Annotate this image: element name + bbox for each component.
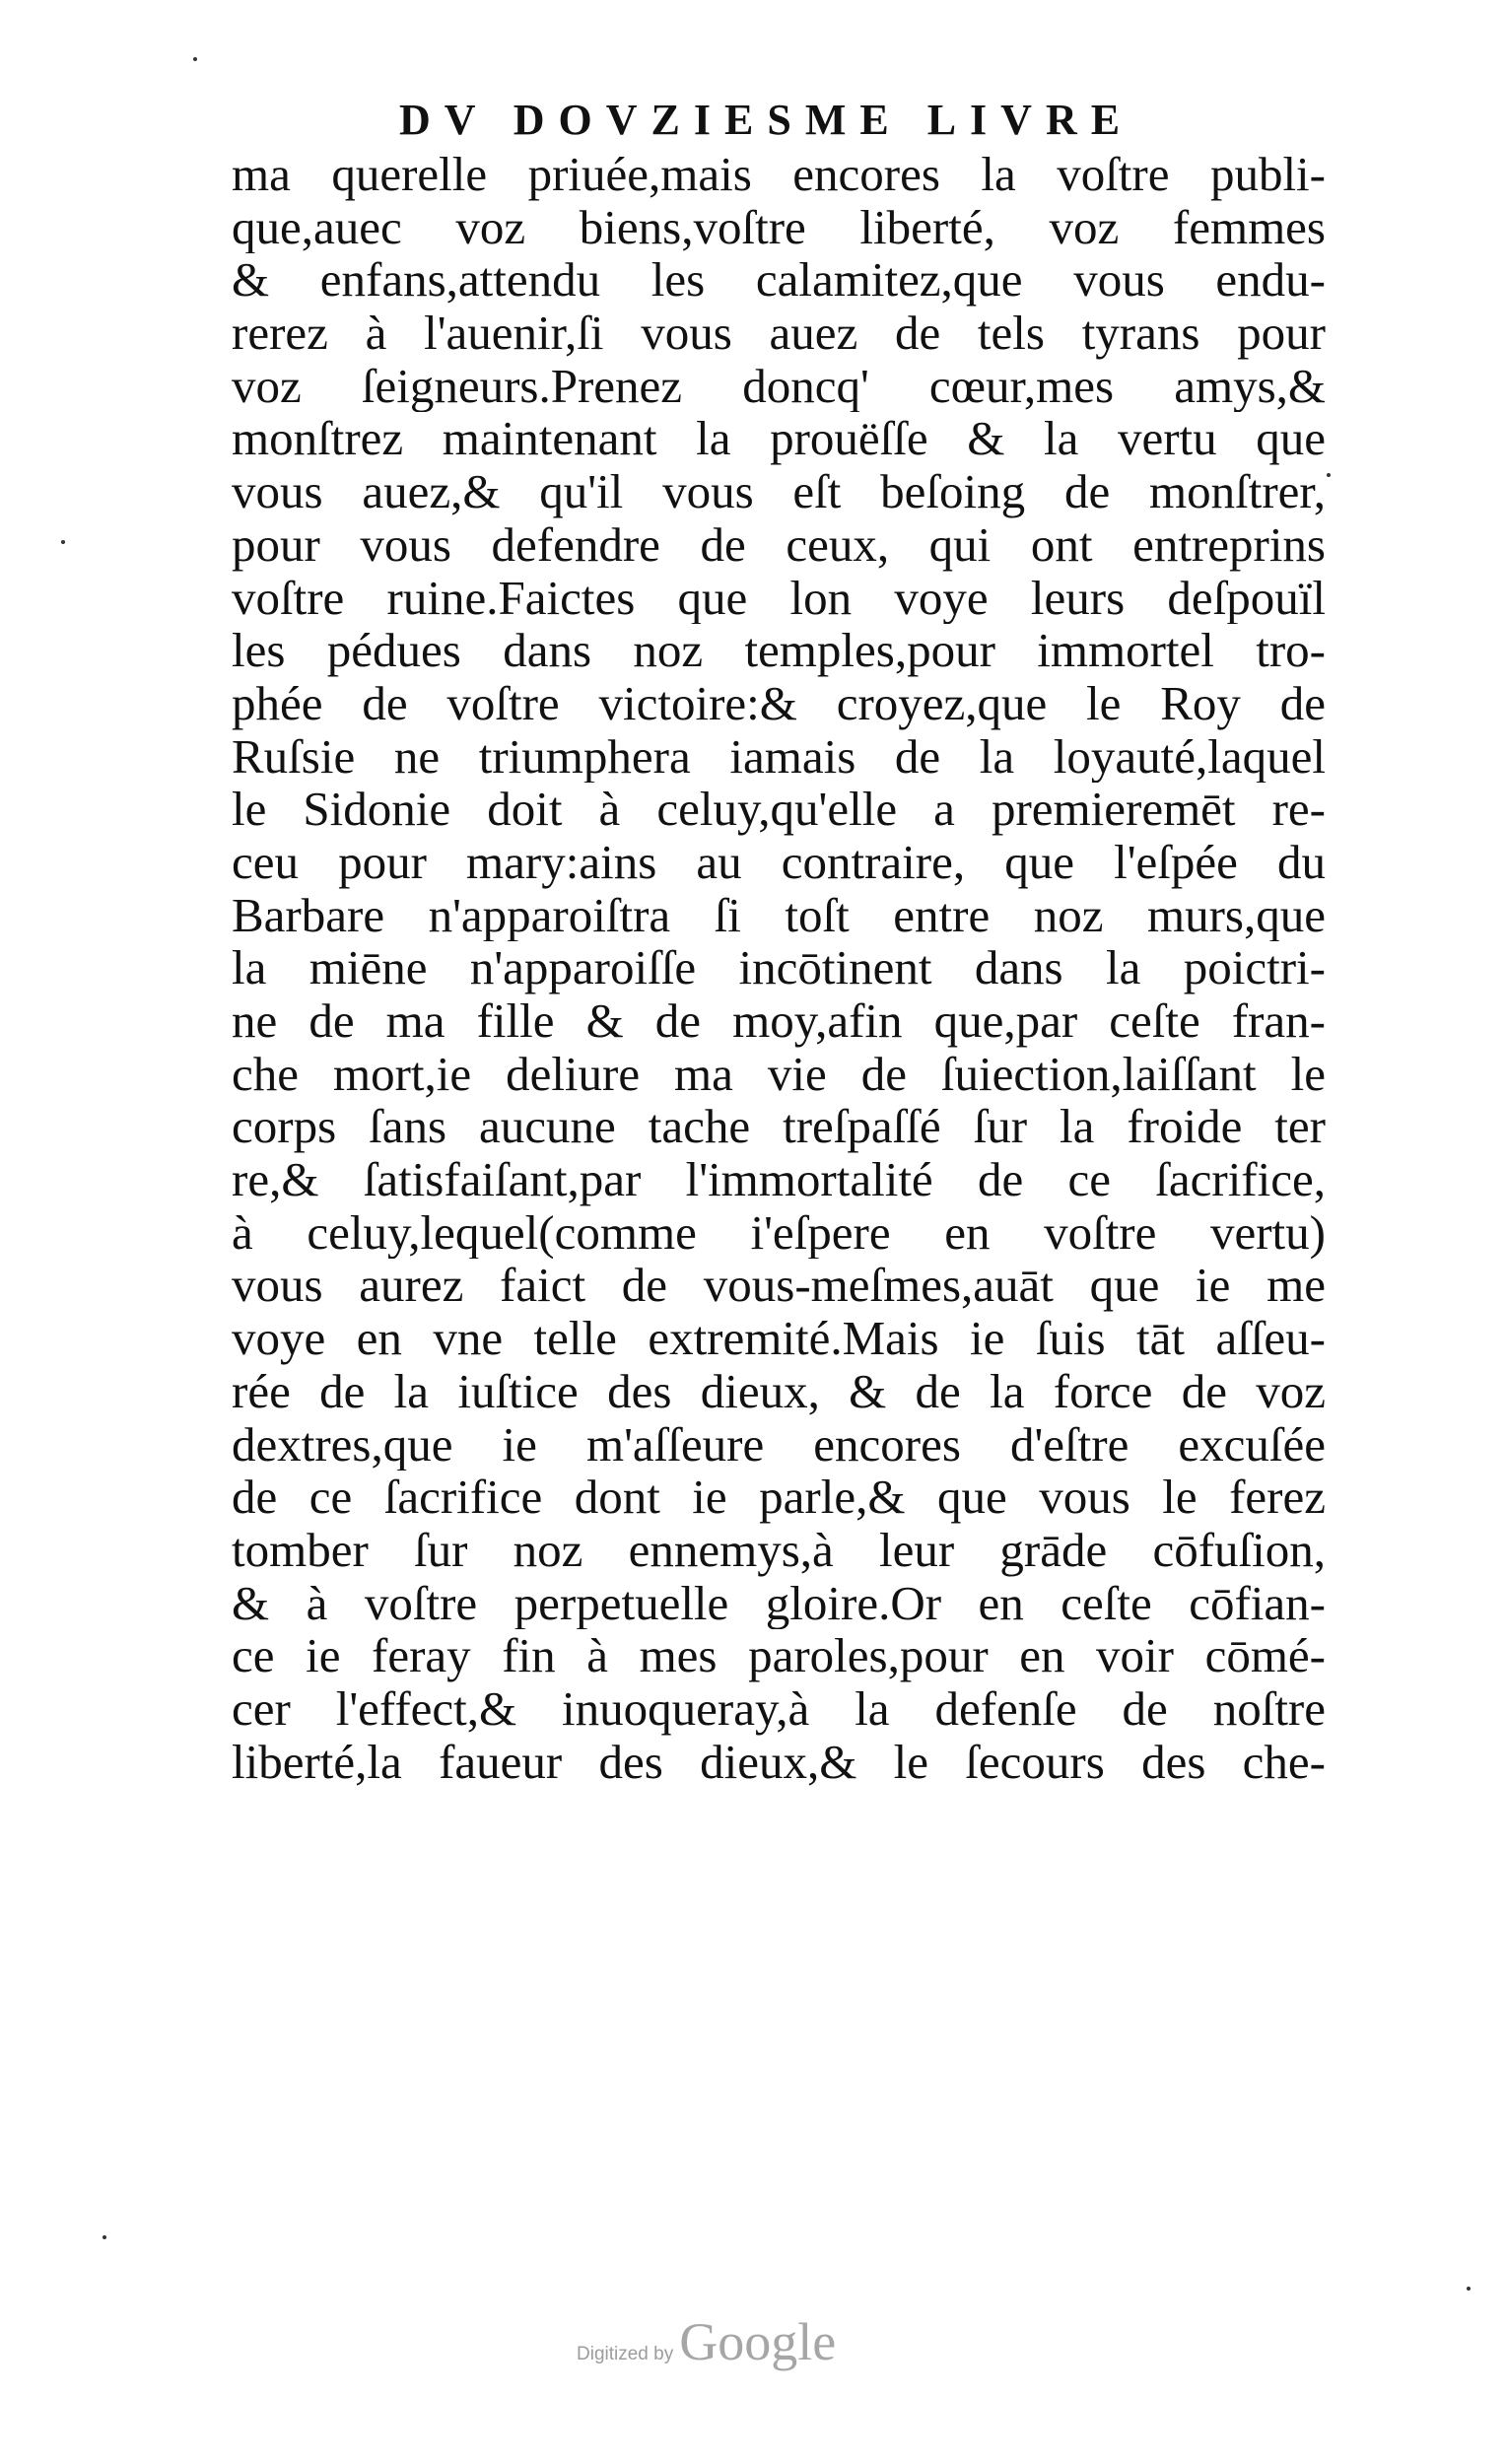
text-line: les pédues dans noz temples,pour immortel tro- xyxy=(232,624,1326,677)
watermark-prefix: Digitized by xyxy=(577,2344,674,2364)
text-line: vous aurez faict de vous-meſmes,auāt que ie me xyxy=(232,1259,1326,1313)
scan-speck xyxy=(193,57,197,61)
scan-speck xyxy=(1327,473,1331,477)
text-line: cer l'effect,& inuoqueray,à la defenſe de noſtre xyxy=(232,1681,1326,1736)
text-line: phée de voſtre victoire:& croyez,que le Roy de xyxy=(232,676,1326,730)
text-line: à celuy,lequel(comme i'eſpere en voſtre vertu) xyxy=(232,1205,1326,1260)
text-line: voye en vne telle extremité.Mais ie ſuis tāt aſſeu- xyxy=(232,1312,1326,1365)
scan-speck xyxy=(103,2235,106,2239)
text-line: vous auez,& qu'il vous eſt beſoing de monſtrer, xyxy=(232,465,1326,518)
text-line: Barbare n'apparoiſtra ſi toſt entre noz murs,que xyxy=(232,888,1326,942)
text-line: pour vous defendre de ceux, qui ont entreprins xyxy=(232,517,1326,572)
text-line: le Sidonie doit à celuy,qu'elle a premieremēt re- xyxy=(232,783,1326,836)
scan-speck xyxy=(1467,2287,1471,2291)
text-line: & à voſtre perpetuelle gloire.Or en ceſte cōfian- xyxy=(232,1576,1326,1630)
digitized-by-google-watermark xyxy=(577,2311,971,2380)
text-line: ce ie feray fin à mes paroles,pour en voir cōmé- xyxy=(232,1629,1326,1682)
text-line: ceu pour mary:ains au contraire, que l'eſpée du xyxy=(232,835,1326,889)
text-line: liberté,la faueur des dieux,& le ſecours des che- xyxy=(232,1735,1326,1789)
text-line: dextres,que ie m'aſſeure encores d'eſtre excuſée xyxy=(232,1417,1326,1472)
running-head: DV DOVZIESME LIVRE xyxy=(399,96,1134,144)
text-line: rerez à l'auenir,ſi vous auez de tels tyrans pour xyxy=(232,307,1326,360)
text-line: re,& ſatisfaiſant,par l'immortalité de ce ſacrifice, xyxy=(232,1153,1326,1206)
body-text xyxy=(232,148,1326,1788)
text-line: que,auec voz biens,voſtre liberté, voz femmes xyxy=(232,200,1326,254)
text-line: corps ſans aucune tache treſpaſſé ſur la froide ter xyxy=(232,1100,1326,1154)
google-logo: Google xyxy=(679,2312,837,2371)
text-line: voz ſeigneurs.Prenez doncq' cœur,mes amys,& xyxy=(232,359,1326,413)
text-line: che mort,ie deliure ma vie de ſuiection,laiſſant le xyxy=(232,1047,1326,1101)
text-line: Ruſsie ne triumphera iamais de la loyauté,laquel xyxy=(232,729,1326,784)
text-line: la miēne n'apparoiſſe incōtinent dans la poictri- xyxy=(232,941,1326,994)
text-line: monſtrez maintenant la prouëſſe & la vertu que xyxy=(232,412,1326,466)
text-line: voſtre ruine.Faictes que lon voye leurs deſpouïl xyxy=(232,571,1326,625)
text-line: de ce ſacrifice dont ie parle,& que vous le ferez xyxy=(232,1471,1326,1524)
text-line: tomber ſur noz ennemys,à leur grāde cōfuſion, xyxy=(232,1523,1326,1577)
scan-speck xyxy=(61,540,65,544)
text-line: ma querelle priuée,mais encores la voſtre publi- xyxy=(232,148,1326,201)
text-line: rée de la iuſtice des dieux, & de la force de voz xyxy=(232,1364,1326,1418)
text-line: & enfans,attendu les calamitez,que vous endu- xyxy=(232,253,1326,308)
text-line: ne de ma fille & de moy,afin que,par ceſte fran- xyxy=(232,994,1326,1048)
